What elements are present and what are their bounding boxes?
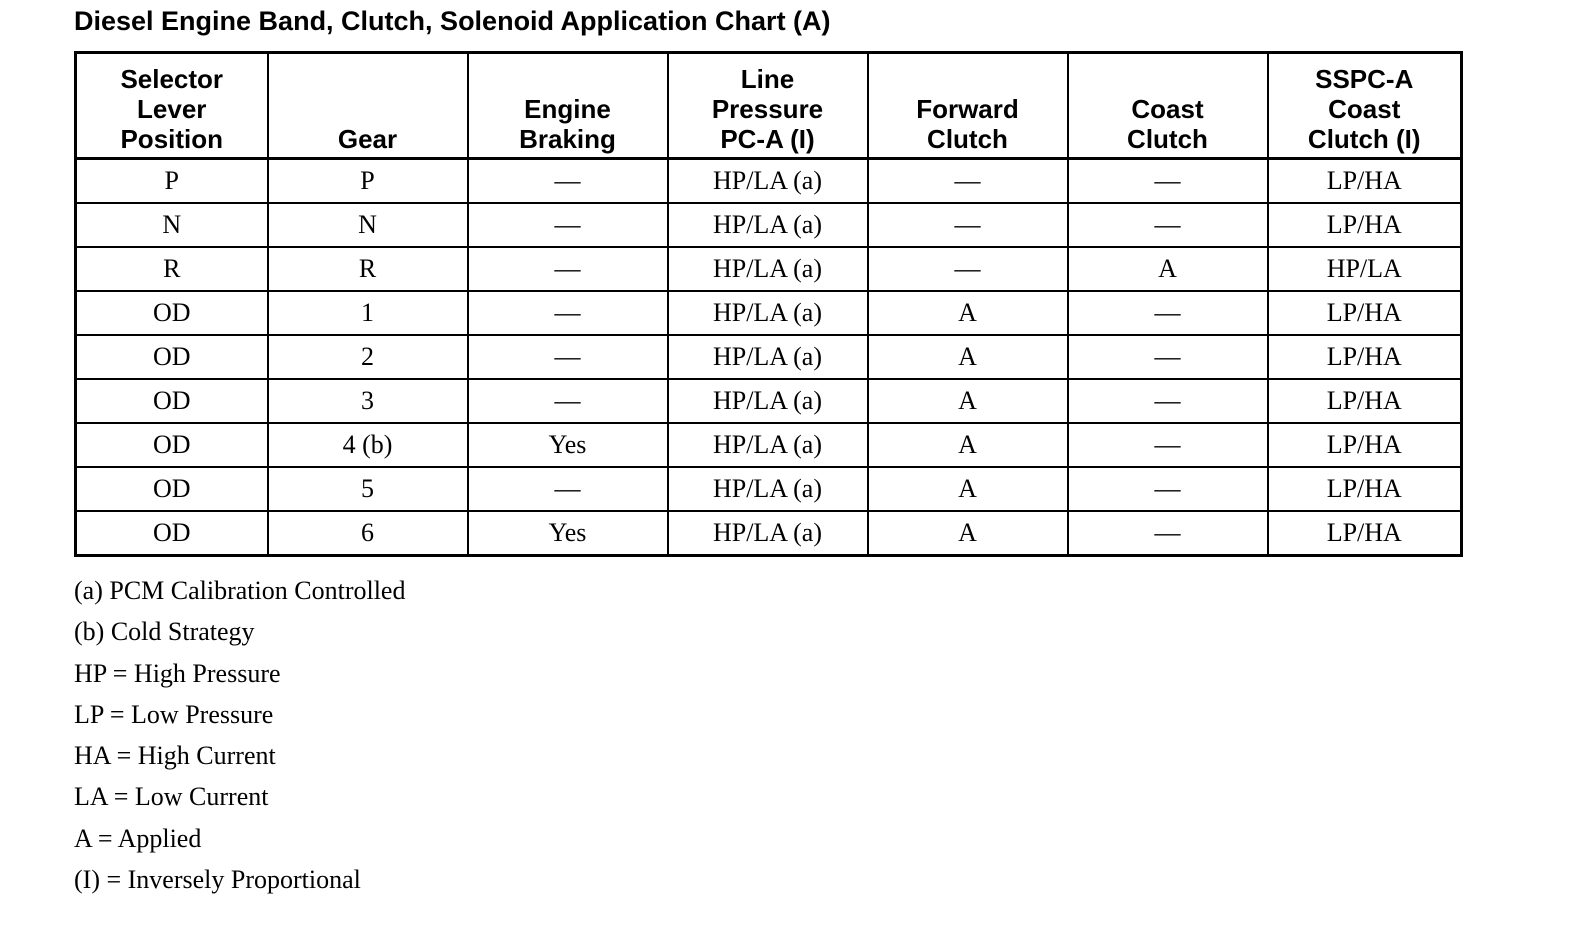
- application-chart-table: [74, 51, 1463, 557]
- cell-coast-clutch: —: [1068, 467, 1268, 511]
- cell-selector-position: OD: [76, 423, 268, 467]
- footnotes: [74, 570, 405, 900]
- header-forward-clutch: Forward Clutch: [868, 53, 1068, 159]
- cell-sspc-a-coast-clutch: LP/HA: [1268, 511, 1462, 556]
- cell-coast-clutch: A: [1068, 247, 1268, 291]
- cell-selector-position: R: [76, 247, 268, 291]
- cell-line-pressure: HP/LA (a): [668, 291, 868, 335]
- cell-line-pressure: HP/LA (a): [668, 379, 868, 423]
- cell-forward-clutch: A: [868, 335, 1068, 379]
- cell-forward-clutch: A: [868, 511, 1068, 556]
- cell-forward-clutch: —: [868, 203, 1068, 247]
- footnote: LA = Low Current: [74, 782, 269, 812]
- cell-line-pressure: HP/LA (a): [668, 335, 868, 379]
- cell-sspc-a-coast-clutch: LP/HA: [1268, 379, 1462, 423]
- table-row: [76, 159, 1462, 204]
- cell-forward-clutch: —: [868, 247, 1068, 291]
- cell-sspc-a-coast-clutch: LP/HA: [1268, 291, 1462, 335]
- cell-sspc-a-coast-clutch: LP/HA: [1268, 423, 1462, 467]
- cell-coast-clutch: —: [1068, 335, 1268, 379]
- footnote: A = Applied: [74, 823, 202, 853]
- header-selector-lever-position: Selector Lever Position: [76, 53, 268, 159]
- footnote: (a) PCM Calibration Controlled: [74, 576, 406, 605]
- cell-engine-braking: Yes: [468, 511, 668, 556]
- header-line-pressure: Line Pressure PC-A (I): [668, 53, 868, 159]
- cell-forward-clutch: A: [868, 423, 1068, 467]
- cell-sspc-a-coast-clutch: LP/HA: [1268, 159, 1462, 204]
- header-gear: Gear: [268, 53, 468, 159]
- cell-engine-braking: —: [468, 203, 668, 247]
- cell-engine-braking: —: [468, 247, 668, 291]
- cell-selector-position: OD: [76, 379, 268, 423]
- cell-line-pressure: HP/LA (a): [668, 423, 868, 467]
- cell-gear: 4 (b): [268, 423, 468, 467]
- header-sspc-a-coast-clutch: SSPC-A Coast Clutch (I): [1268, 53, 1462, 159]
- footnote: (b) Cold Strategy: [74, 617, 255, 647]
- cell-selector-position: OD: [76, 511, 268, 556]
- cell-coast-clutch: —: [1068, 159, 1268, 204]
- cell-gear: 3: [268, 379, 468, 423]
- table-row: [76, 379, 1462, 423]
- cell-forward-clutch: —: [868, 159, 1068, 204]
- footnote: HP = High Pressure: [74, 658, 281, 688]
- chart-title: Diesel Engine Band, Clutch, Solenoid Application Chart (A): [74, 6, 831, 36]
- cell-line-pressure: HP/LA (a): [668, 467, 868, 511]
- cell-engine-braking: Yes: [468, 423, 668, 467]
- table-row: [76, 203, 1462, 247]
- cell-selector-position: N: [76, 203, 268, 247]
- cell-forward-clutch: A: [868, 467, 1068, 511]
- cell-coast-clutch: —: [1068, 511, 1268, 556]
- table-row: [76, 291, 1462, 335]
- table-row: [76, 511, 1462, 556]
- table-row: [76, 335, 1462, 379]
- footnote: HA = High Current: [74, 741, 276, 771]
- cell-coast-clutch: —: [1068, 423, 1268, 467]
- footnote: LP = Low Pressure: [74, 699, 274, 729]
- cell-selector-position: OD: [76, 335, 268, 379]
- cell-line-pressure: HP/LA (a): [668, 159, 868, 204]
- cell-engine-braking: —: [468, 467, 668, 511]
- cell-coast-clutch: —: [1068, 379, 1268, 423]
- cell-line-pressure: HP/LA (a): [668, 203, 868, 247]
- cell-line-pressure: HP/LA (a): [668, 247, 868, 291]
- table-header-row: [76, 53, 1462, 159]
- cell-gear: N: [268, 203, 468, 247]
- cell-engine-braking: —: [468, 159, 668, 204]
- cell-sspc-a-coast-clutch: HP/LA: [1268, 247, 1462, 291]
- cell-forward-clutch: A: [868, 291, 1068, 335]
- header-coast-clutch: Coast Clutch: [1068, 53, 1268, 159]
- cell-gear: 6: [268, 511, 468, 556]
- table-row: [76, 423, 1462, 467]
- cell-selector-position: P: [76, 159, 268, 204]
- cell-gear: 5: [268, 467, 468, 511]
- cell-coast-clutch: —: [1068, 203, 1268, 247]
- cell-gear: P: [268, 159, 468, 204]
- footnote: (I) = Inversely Proportional: [74, 865, 361, 895]
- cell-gear: 1: [268, 291, 468, 335]
- cell-gear: R: [268, 247, 468, 291]
- cell-sspc-a-coast-clutch: LP/HA: [1268, 335, 1462, 379]
- cell-sspc-a-coast-clutch: LP/HA: [1268, 203, 1462, 247]
- cell-line-pressure: HP/LA (a): [668, 511, 868, 556]
- cell-gear: 2: [268, 335, 468, 379]
- cell-engine-braking: —: [468, 379, 668, 423]
- cell-coast-clutch: —: [1068, 291, 1268, 335]
- cell-selector-position: OD: [76, 467, 268, 511]
- cell-selector-position: OD: [76, 291, 268, 335]
- cell-engine-braking: —: [468, 291, 668, 335]
- cell-sspc-a-coast-clutch: LP/HA: [1268, 467, 1462, 511]
- table-row: [76, 247, 1462, 291]
- cell-engine-braking: —: [468, 335, 668, 379]
- cell-forward-clutch: A: [868, 379, 1068, 423]
- table-row: [76, 467, 1462, 511]
- header-engine-braking: Engine Braking: [468, 53, 668, 159]
